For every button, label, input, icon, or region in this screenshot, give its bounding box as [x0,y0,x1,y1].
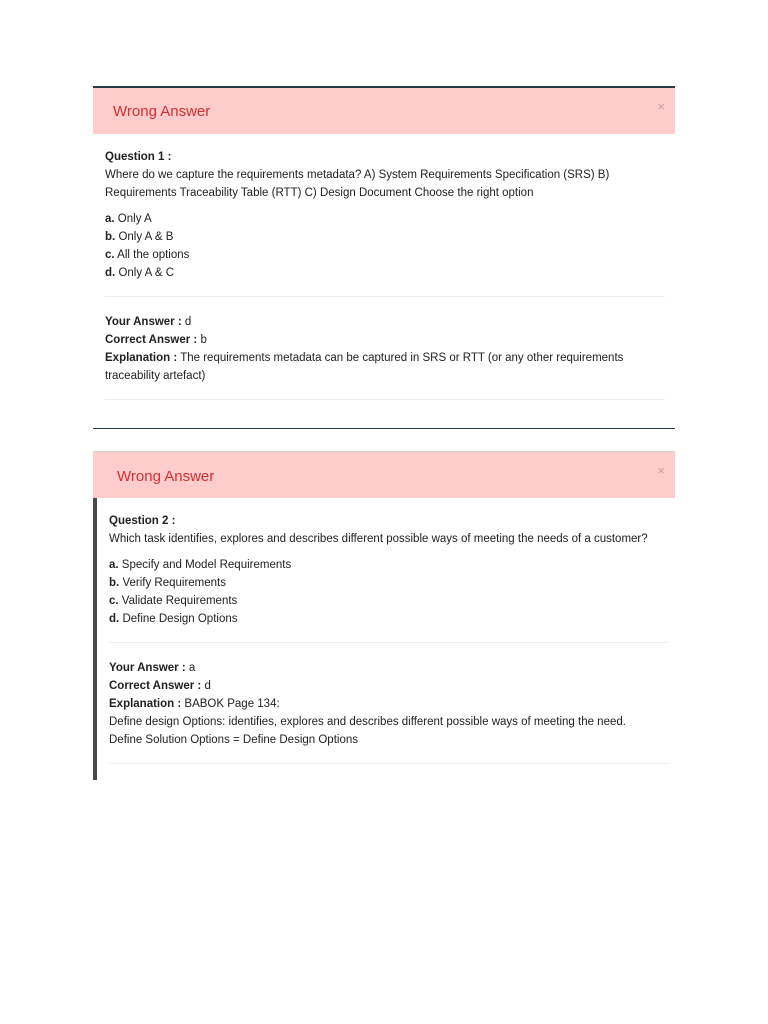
option-text: Define Design Options [122,613,238,625]
option-item [109,610,665,628]
option-text: Only A & C [118,267,175,279]
your-answer-value: a [188,662,196,674]
option-key: a. [109,559,119,571]
divider [109,763,669,764]
option-item [105,228,665,246]
card-title: Wrong Answer [113,103,211,120]
question-text: Where do we capture the requirements metadata? A) System Requirements Specification (SRS) B) Requirements Traceability Table (RTT) C) Design Document Choose the right option [105,169,610,199]
card-body [93,148,675,400]
explanation-line: Define design Options: identifies, explores and describes different possible ways of meeting the need. [109,716,626,728]
option-item [109,592,665,610]
option-text: Validate Requirements [121,595,238,607]
option-key: d. [105,267,116,279]
card-body [93,512,675,764]
question-text: Which task identifies, explores and describes different possible ways of meeting the needs of a customer? [109,533,648,545]
explanation [105,349,665,385]
divider [105,399,665,400]
option-item [105,246,665,264]
option-text: All the options [117,249,190,261]
your-answer [105,313,665,331]
correct-answer-label: Correct Answer : [105,334,198,346]
divider [105,296,665,297]
option-key: c. [105,249,115,261]
correct-answer-value: d [204,680,211,692]
option-item [105,264,665,282]
option-key: b. [109,577,120,589]
answer-card-2 [93,451,675,780]
correct-answer [105,331,665,349]
explanation-text: BABOK Page 134: [184,698,280,710]
option-item [109,574,665,592]
your-answer-label: Your Answer : [109,662,186,674]
option-item [105,210,665,228]
option-key: c. [109,595,119,607]
explanation-label: Explanation : [109,698,182,710]
option-text: Specify and Model Requirements [121,559,292,571]
correct-answer-value: b [200,334,207,346]
divider [109,642,669,643]
your-answer-value: d [184,316,192,328]
option-key: a. [105,213,115,225]
answer-section [105,313,665,385]
explanation-label: Explanation : [105,352,178,364]
options-list [105,210,665,282]
option-item [109,556,665,574]
correct-answer-label: Correct Answer : [109,680,202,692]
explanation [109,695,665,713]
close-icon[interactable]: × [657,463,665,478]
explanation-line: Define Solution Options = Define Design Options [109,734,358,746]
close-icon[interactable]: × [657,99,665,114]
option-text: Only A & B [118,231,174,243]
option-key: b. [105,231,116,243]
answer-card-1 [93,86,675,429]
option-text: Verify Requirements [122,577,226,589]
your-answer-label: Your Answer : [105,316,182,328]
question-label: Question 2 : [109,515,176,527]
correct-answer [109,677,665,695]
explanation-text: The requirements metadata can be captured in SRS or RTT (or any other requirements traceability artefact) [105,352,624,382]
option-text: Only A [117,213,152,225]
card-header [93,452,675,498]
answer-section [109,659,665,749]
your-answer [109,659,665,677]
card-title: Wrong Answer [117,468,215,485]
card-header [93,88,675,134]
options-list [109,556,665,628]
question-label: Question 1 : [105,151,172,163]
option-key: d. [109,613,120,625]
